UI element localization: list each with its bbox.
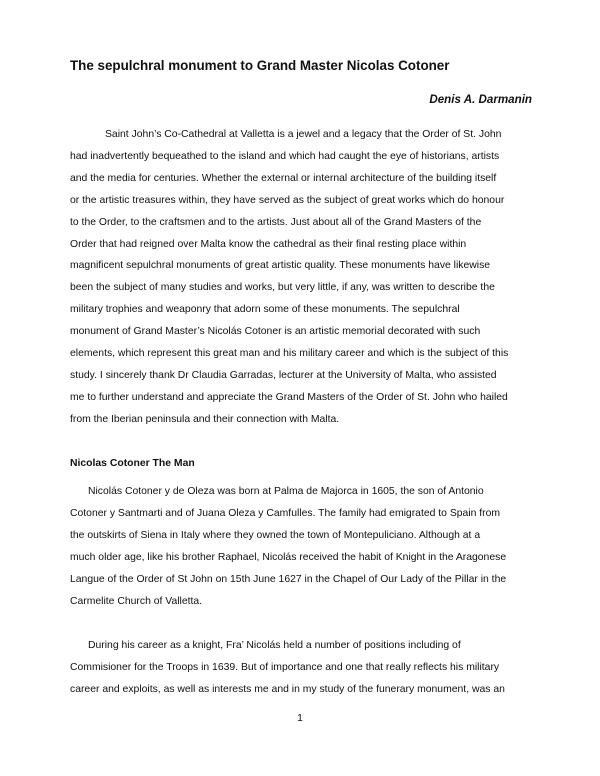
paragraph-line: or the artistic treasures within, they have served as the subject of great works which do honour	[70, 194, 505, 206]
career-paragraph	[70, 635, 532, 701]
paragraph-line: Cotoner y Santmarti and of Juana Oleza y Camfulles. The family had emigrated to Spain from	[70, 507, 501, 519]
paragraph-line: Order that had reigned over Malta know the cathedral as their final resting place within	[70, 238, 467, 250]
paragraph-line: from the Iberian peninsula and their connection with Malta.	[70, 413, 340, 425]
paragraph-line: Langue of the Order of St John on 15th June 1627 in the Chapel of Our Lady of the Pillar in the	[70, 573, 507, 585]
section-heading: Nicolas Cotoner The Man	[70, 458, 195, 469]
paragraph-line: had inadvertently bequeathed to the island and which had caught the eye of historians, artists	[70, 150, 500, 162]
paragraph-line: Saint John’s Co-Cathedral at Valletta is a jewel and a legacy that the Order of St. John	[105, 129, 502, 140]
paragraph-line: me to further understand and appreciate the Grand Masters of the Order of St. John who hailed	[70, 391, 508, 403]
paragraph-line: Commisioner for the Troops in 1639. But of importance and one that really reflects his military	[70, 661, 500, 673]
paragraph-line: to the Order, to the craftsmen and to the artists. Just about all of the Grand Masters of the	[70, 216, 482, 228]
paragraph-line: much older age, like his brother Raphael, Nicolás received the habit of Knight in the Aragonese	[70, 551, 507, 563]
paragraph-line: military trophies and weaponry that adorn some of these monuments. The sepulchral	[70, 304, 460, 316]
paragraph-line: elements, which represent this great man and his military career and which is the subject of this	[70, 348, 509, 360]
paragraph-line: been the subject of many studies and works, but very little, if any, was written to describe the	[70, 282, 495, 294]
paragraph-line: Nicolás Cotoner y de Oleza was born at Palma de Majorca in 1605, the son of Antonio	[88, 486, 484, 497]
paragraph-line: the outskirts of Siena in Italy where they owned the town of Montepuliciano. Although at a	[70, 529, 481, 541]
paragraph-line: monument of Grand Master’s Nicolás Cotoner is an artistic memorial decorated with such	[70, 326, 481, 338]
paragraph-line: and the media for centuries. Whether the external or internal architecture of the building itself	[70, 172, 497, 184]
page-number: 1	[297, 713, 303, 724]
paragraph-line: career and exploits, as well as interests me and in my study of the funerary monument, was an	[70, 683, 505, 695]
paragraph-line: Carmelite Church of Valletta.	[70, 595, 203, 607]
paragraph-line: study. I sincerely thank Dr Claudia Garradas, lecturer at the University of Malta, who assisted	[70, 369, 497, 381]
biography-paragraph	[70, 481, 532, 612]
paragraph-line: During his career as a knight, Fra’ Nicolás held a number of positions including of	[88, 640, 461, 651]
author-name: Denis A. Darmanin	[429, 93, 532, 106]
document-title: The sepulchral monument to Grand Master Nicolas Cotoner	[70, 58, 450, 73]
paragraph-line: magnificent sepulchral monuments of great artistic quality. These monuments have likewise	[70, 260, 491, 272]
intro-paragraph	[70, 124, 532, 431]
